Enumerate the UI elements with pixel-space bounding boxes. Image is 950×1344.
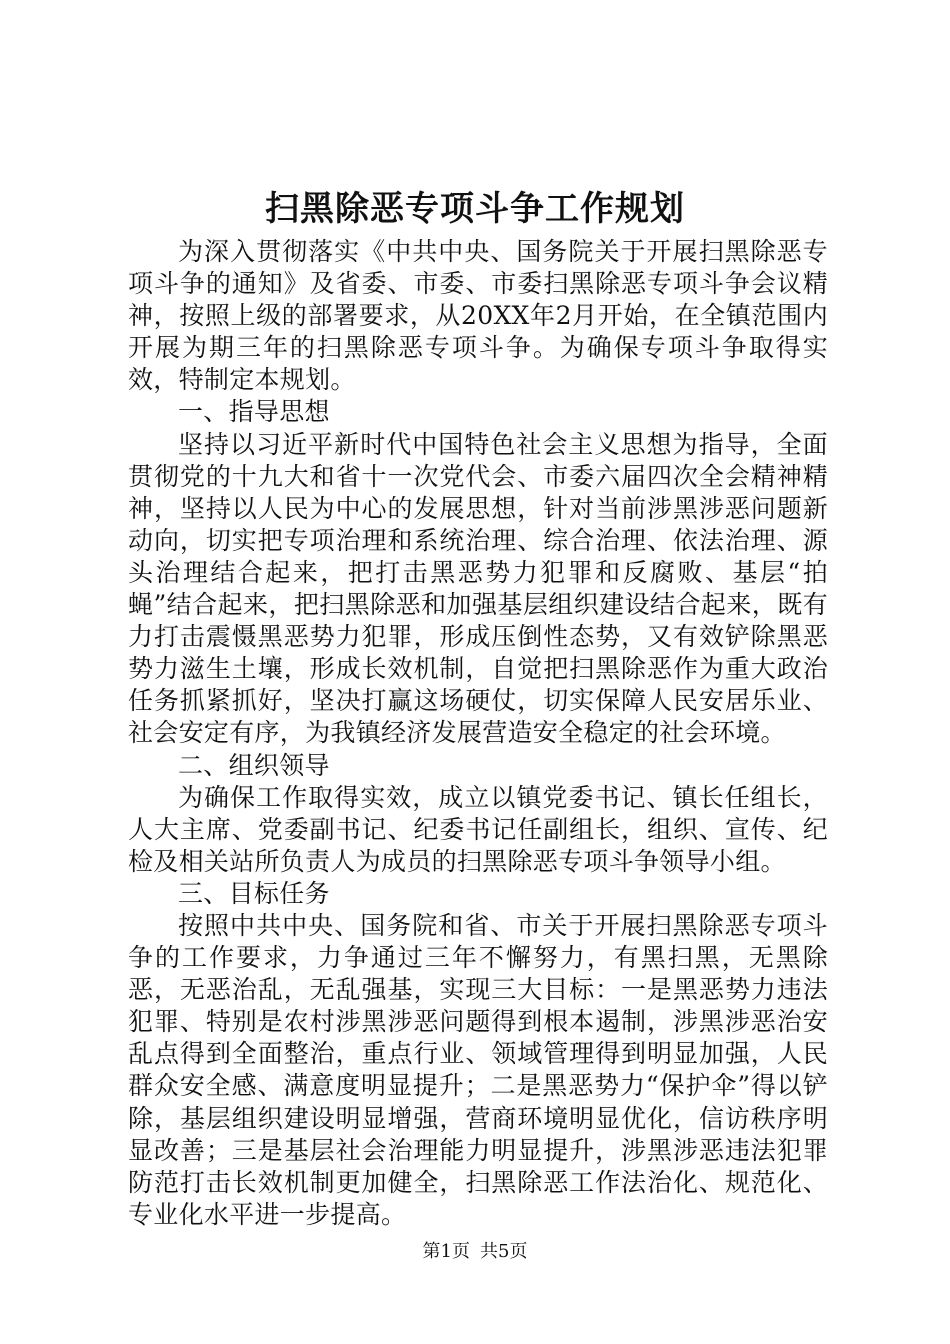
section-paragraph-guiding-ideology: 坚持以习近平新时代中国特色社会主义思想为指导，全面贯彻党的十九大和省十一次党代会、市委六届四次全会精神精神，坚持以人民为中心的发展思想，针对当前涉黑涉恶问题新动向，切实把专项治理和系统治理、综合治理、依法治理、源头治理结合起来，把打击黑恶势力犯罪和反腐败、基层“拍蝇”结合起来，把扫黑除恶和加强基层组织建设结合起来，既有力打击震慑黑恶势力犯罪，形成压倒性态势，又有效铲除黑恶势力滋生土壤，形成长效机制，自觉把扫黑除恶作为重大政治任务抓紧抓好，坚决打赢这场硬仗，切实保障人民安居乐业、社会安定有序，为我镇经济发展营造安全稳定的社会环境。: [128, 429, 828, 748]
page-number-current: 第1页: [422, 1241, 470, 1262]
section-heading-guiding-ideology: 一、指导思想: [178, 397, 330, 427]
page-footer: [0, 1240, 950, 1264]
section-heading-organization-leadership: 二、组织领导: [178, 750, 330, 780]
document-title: 扫黑除恶专项斗争工作规划: [265, 189, 685, 229]
intro-paragraph: 为深入贯彻落实《中共中央、国务院关于开展扫黑除恶专项斗争的通知》及省委、市委、市委扫黑除恶专项斗争会议精神，按照上级的部署要求，从20XX年2月开始，在全镇范围内开展为期三年的扫黑除恶专项斗争。为确保专项斗争取得实效，特制定本规划。: [128, 237, 828, 395]
document-body: [128, 236, 828, 1231]
section-paragraph-organization-leadership: 为确保工作取得实效，成立以镇党委书记、镇长任组长，人大主席、党委副书记、纪委书记任副组长，组织、宣传、纪检及相关站所负责人为成员的扫黑除恶专项斗争领导小组。: [128, 782, 828, 876]
section-heading-goals-tasks: 三、目标任务: [178, 878, 330, 908]
section-paragraph-goals-tasks: 按照中共中央、国务院和省、市关于开展扫黑除恶专项斗争的工作要求，力争通过三年不懈努力，有黑扫黑，无黑除恶，无恶治乱，无乱强基，实现三大目标：一是黑恶势力违法犯罪、特别是农村涉黑涉恶问题得到根本遏制，涉黑涉恶治安乱点得到全面整治，重点行业、领域管理得到明显加强，人民群众安全感、满意度明显提升；二是黑恶势力“保护伞”得以铲除，基层组织建设明显增强，营商环境明显优化，信访秩序明显改善；三是基层社会治理能力明显提升，涉黑涉恶违法犯罪防范打击长效机制更加健全，扫黑除恶工作法治化、规范化、专业化水平进一步提高。: [128, 910, 828, 1229]
page-number-total: 共5页: [480, 1241, 528, 1262]
